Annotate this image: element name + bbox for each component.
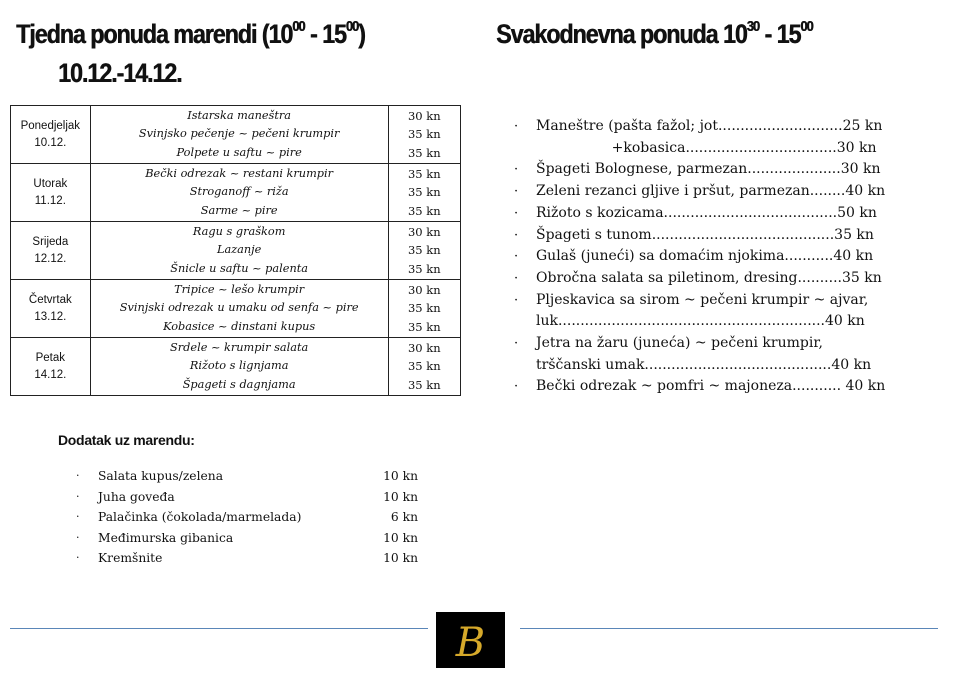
- prices-cell: [388, 106, 460, 164]
- list-item: [514, 203, 932, 225]
- weekly-title-sup-start: 00: [292, 18, 305, 35]
- weekly-title-text: Tjedna ponuda marendi (10: [16, 19, 293, 49]
- weekly-title-end: ): [358, 19, 365, 49]
- dish-price: 30 kn: [407, 108, 441, 123]
- daily-title-text: Svakodnevna ponuda 10: [496, 19, 747, 49]
- prices-cell: [388, 280, 460, 338]
- bullet-icon: ·: [76, 551, 80, 564]
- item-line: Bečki odrezak ~ pomfri ~ majoneza........... 40 kn: [536, 378, 886, 395]
- dish-name: Rižoto s lignjama: [189, 359, 289, 373]
- footer-divider-right: [520, 628, 938, 629]
- dishes-cell: [90, 280, 388, 338]
- extra-price: 10 kn: [383, 469, 418, 483]
- list-item: [514, 333, 932, 376]
- list-item: [76, 528, 418, 549]
- bullet-icon: ·: [514, 184, 519, 200]
- weekly-title-sup-end: 00: [345, 18, 359, 35]
- dish-price: 35 kn: [407, 377, 441, 392]
- dish-price: 35 kn: [407, 203, 441, 218]
- dish-price: 35 kn: [407, 359, 441, 374]
- day-cell: [11, 164, 91, 222]
- item-line: Zeleni rezanci gljive i pršut, parmezan........40 kn: [536, 183, 886, 200]
- dish-price: 35 kn: [407, 166, 441, 181]
- day-name: Utorak: [33, 177, 68, 190]
- extra-price: 10 kn: [383, 530, 418, 545]
- bullet-icon: ·: [514, 119, 519, 134]
- extra-name: Juha goveđa: [98, 489, 175, 504]
- item-line: Rižoto s kozicama.......................................50 kn: [536, 204, 877, 221]
- weekly-dates: 10.12.-14.12.: [58, 58, 182, 88]
- bullet-icon: ·: [514, 292, 519, 308]
- day-name: Ponedjeljak: [20, 119, 81, 132]
- extra-price: 6 kn: [390, 510, 418, 524]
- extra-name: Kremšnite: [98, 551, 163, 565]
- item-line: Špageti Bolognese, parmezan.....................30 kn: [536, 161, 881, 178]
- dish-name: Svinjsko pečenje ~ pečeni krumpir: [138, 127, 340, 141]
- dish-price: 35 kn: [407, 127, 441, 142]
- dish-price: 30 kn: [407, 340, 441, 355]
- day-date: 13.12.: [34, 310, 67, 323]
- dish-price: 35 kn: [407, 185, 441, 200]
- weekly-menu-table: [10, 105, 461, 396]
- dish-price: 30 kn: [407, 282, 441, 297]
- item-line: Obročna salata sa piletinom, dresing..........35 kn: [536, 269, 882, 286]
- day-name: Četvrtak: [28, 293, 72, 306]
- table-row: [11, 338, 461, 396]
- restaurant-logo: B: [436, 612, 505, 668]
- bullet-icon: ·: [514, 336, 519, 352]
- list-item: [514, 159, 932, 181]
- day-name: Petak: [35, 351, 66, 364]
- daily-menu-title: [496, 18, 813, 50]
- list-item: [76, 487, 418, 508]
- list-item: [514, 225, 932, 247]
- dish-price: 35 kn: [407, 319, 441, 334]
- bullet-icon: ·: [514, 379, 519, 395]
- table-row: [11, 164, 461, 222]
- extras-title: Dodatak uz marendu:: [58, 432, 195, 448]
- extra-price: 10 kn: [383, 489, 418, 504]
- day-cell: [11, 106, 91, 164]
- daily-menu-list: [514, 116, 932, 398]
- bullet-icon: ·: [76, 469, 80, 482]
- item-line: Gulaš (juneći) sa domaćim njokima...........40 kn: [536, 248, 874, 265]
- daily-title-sup-end: 00: [800, 18, 813, 35]
- extras-list: [76, 466, 418, 569]
- weekly-title-mid: - 15: [304, 19, 346, 49]
- day-cell: [11, 338, 91, 396]
- day-cell: [11, 222, 91, 280]
- dish-price: 35 kn: [407, 301, 441, 316]
- day-name: Srijeda: [32, 235, 69, 248]
- list-item: [514, 268, 932, 290]
- item-line-continued: trščanski umak..........................................40 kn: [536, 356, 872, 373]
- dishes-cell: [90, 164, 388, 222]
- bullet-icon: ·: [514, 205, 519, 221]
- dish-price: 35 kn: [407, 261, 441, 276]
- prices-cell: [388, 338, 460, 396]
- list-item: [76, 548, 418, 569]
- dish-name: Polpete u saftu ~ pire: [176, 145, 302, 159]
- dish-name: Šnicle u saftu ~ palenta: [170, 261, 308, 275]
- list-item: [76, 466, 418, 487]
- dish-name: Špageti s dagnjama: [182, 377, 296, 391]
- day-cell: [11, 280, 91, 338]
- dish-name: Bečki odrezak ~ restani krumpir: [145, 166, 334, 180]
- dish-name: Istarska maneštra: [187, 108, 292, 122]
- table-row: [11, 222, 461, 280]
- bullet-icon: ·: [514, 227, 519, 243]
- day-date: 14.12.: [34, 368, 67, 381]
- dish-price: 30 kn: [407, 224, 441, 239]
- prices-cell: [388, 222, 460, 280]
- dish-name: Tripice ~ lešo krumpir: [174, 282, 305, 296]
- bullet-icon: ·: [76, 530, 80, 544]
- day-date: 11.12.: [34, 194, 66, 207]
- item-line: Špageti s tunom.........................................35 kn: [536, 226, 874, 243]
- item-line-continued: luk............................................................40 kn: [536, 313, 865, 330]
- daily-title-mid: - 15: [758, 19, 801, 49]
- bullet-icon: ·: [514, 249, 519, 265]
- list-item: [76, 507, 418, 528]
- bullet-icon: ·: [76, 489, 80, 503]
- dish-name: Svinjski odrezak u umaku od senfa ~ pire: [119, 301, 359, 315]
- dishes-cell: [90, 106, 388, 164]
- extra-name: Palačinka (čokolada/marmelada): [98, 510, 302, 524]
- dish-name: Ragu s graškom: [192, 224, 286, 238]
- day-date: 10.12.: [34, 136, 67, 149]
- footer-divider-left: [10, 628, 428, 629]
- dish-name: Kobasice ~ dinstani kupus: [163, 319, 316, 333]
- dish-price: 35 kn: [407, 243, 441, 258]
- dishes-cell: [90, 338, 388, 396]
- item-line-continued: +kobasica..................................30 kn: [536, 139, 877, 156]
- list-item: [514, 116, 932, 159]
- table-row: [11, 106, 461, 164]
- item-line: Jetra na žaru (juneća) ~ pečeni krumpir,: [536, 335, 823, 352]
- item-line: Pljeskavica sa sirom ~ pečeni krumpir ~ ajvar,: [536, 291, 869, 308]
- list-item: [514, 376, 932, 398]
- dish-name: Sarme ~ pire: [200, 203, 278, 217]
- table-row: [11, 280, 461, 338]
- weekly-menu-title: [16, 18, 365, 50]
- day-date: 12.12.: [34, 252, 67, 265]
- extra-name: Međimurska gibanica: [98, 530, 234, 545]
- bullet-icon: ·: [514, 270, 519, 286]
- extra-name: Salata kupus/zelena: [98, 469, 224, 483]
- bullet-icon: ·: [514, 162, 519, 178]
- prices-cell: [388, 164, 460, 222]
- item-line: Maneštre (pašta fažol; jot............................25 kn: [536, 118, 883, 134]
- dish-name: Stroganoff ~ riža: [189, 185, 289, 199]
- dishes-cell: [90, 222, 388, 280]
- list-item: [514, 246, 932, 268]
- extra-price: 10 kn: [383, 551, 418, 565]
- dish-name: Lazanje: [216, 243, 262, 257]
- dish-price: 35 kn: [407, 145, 441, 160]
- list-item: [514, 181, 932, 203]
- dish-name: Srdele ~ krumpir salata: [170, 340, 309, 354]
- daily-title-sup-start: 30: [746, 18, 759, 35]
- bullet-icon: ·: [76, 510, 80, 523]
- list-item: [514, 290, 932, 333]
